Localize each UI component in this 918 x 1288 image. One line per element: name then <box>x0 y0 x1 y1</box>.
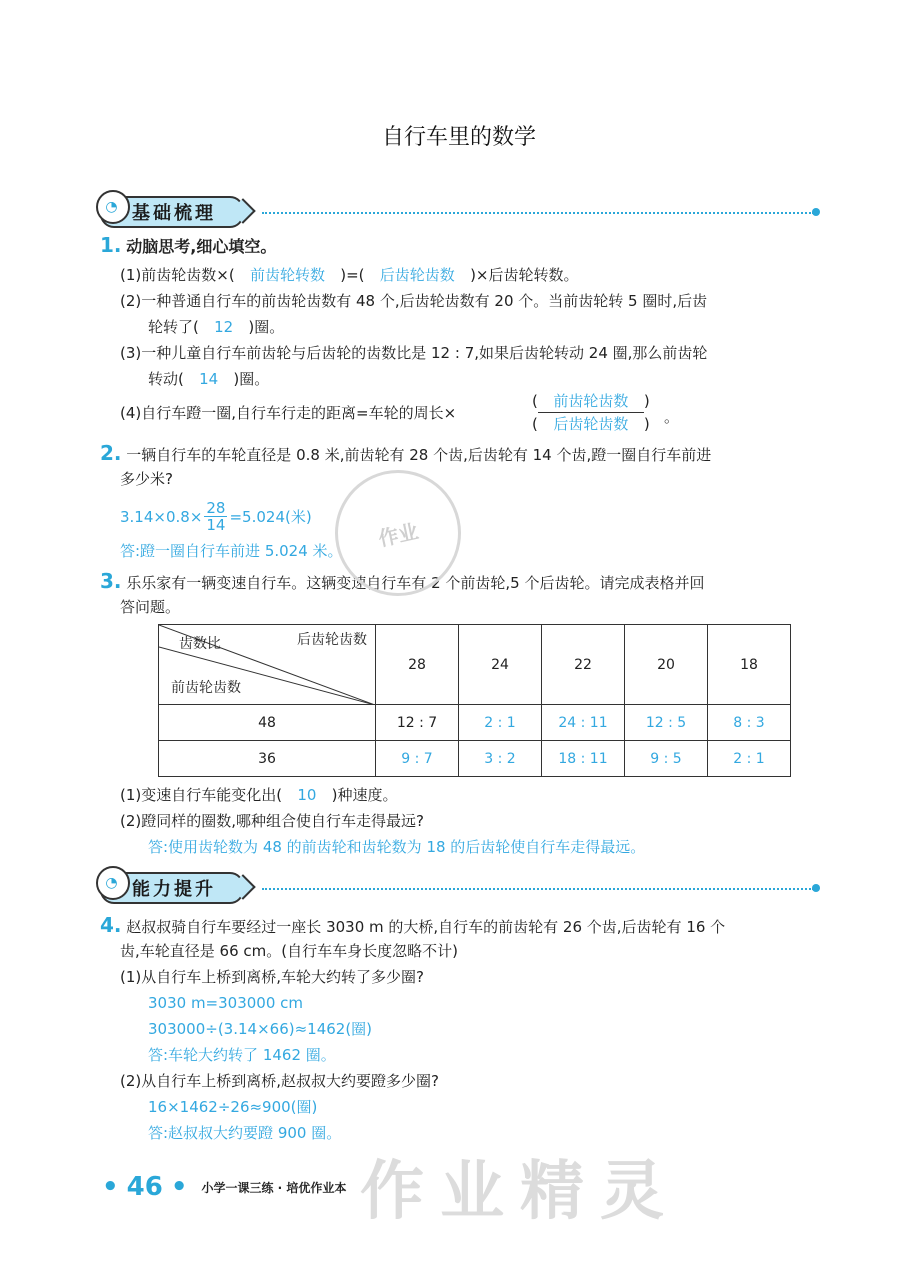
question-number: 2. <box>100 441 122 465</box>
q4-sub1-answer: 答:车轮大约转了 1462 圈。 <box>148 1046 336 1064</box>
q4-sub1: (1)从自行车上桥到离桥,车轮大约转了多少圈? <box>120 968 424 986</box>
q1-part3-cont: 转动( 14 )圈。 <box>148 366 269 392</box>
page-number-dot: • <box>170 1172 188 1202</box>
rear-gear-cell: 20 <box>625 625 708 705</box>
ratio-cell: 12 : 7 <box>376 705 459 741</box>
section-badge <box>100 196 244 228</box>
ratio-cell: 9 : 7 <box>376 741 459 777</box>
question-prompt: 动脑思考,细心填空。 <box>126 237 277 256</box>
page-number: 46 <box>126 1172 163 1202</box>
ratio-cell: 3 : 2 <box>459 741 542 777</box>
gear-ratio-table <box>158 624 791 777</box>
rear-gear-cell: 28 <box>376 625 459 705</box>
q1-part4: (4)自行车蹬一圈,自行车行走的距离=车轮的周长× <box>120 404 457 422</box>
page-title: 自行车里的数学 <box>381 125 536 150</box>
page-number-dot: • <box>102 1172 119 1202</box>
q1-part2-cont: 轮转了( 12 )圈。 <box>148 314 284 340</box>
ratio-cell: 12 : 5 <box>625 705 708 741</box>
q3-sub2-answer: 答:使用齿轮数为 48 的前齿轮和齿轮数为 18 的后齿轮使自行车走得最远。 <box>148 838 646 856</box>
q1-part1: (1)前齿轮齿数×( 前齿轮转数 )=( 后齿轮齿数 )×后齿轮转数。 <box>120 262 579 288</box>
q4-sub1-line: 3030 m=303000 cm <box>148 994 304 1012</box>
book-title: 小学一课三练 · 培优作业本 <box>201 1180 347 1195</box>
section-header-advanced <box>100 872 244 904</box>
section-divider <box>262 888 814 890</box>
section-header-basic <box>100 196 244 228</box>
ratio-cell: 24 : 11 <box>542 705 625 741</box>
question-number: 1. <box>100 233 122 257</box>
question-4: 4. 赵叔叔骑自行车要经过一座长 3030 m 的大桥,自行车的前齿轮有 26 个齿,后齿轮有 16 个 <box>100 913 726 937</box>
q3-sub1: (1)变速自行车能变化出( 10 )种速度。 <box>120 782 398 808</box>
divider-end-dot <box>812 208 820 216</box>
q4-sub1-line: 303000÷(3.14×66)≈1462(圈) <box>148 1020 373 1038</box>
front-gear-cell: 48 <box>159 705 376 741</box>
section-divider <box>262 212 814 214</box>
ratio-cell: 2 : 1 <box>708 741 791 777</box>
divider-end-dot <box>812 884 820 892</box>
rear-gear-cell: 22 <box>542 625 625 705</box>
question-1 <box>100 232 276 260</box>
fraction: $\frac{28}{14}$ <box>206 499 226 534</box>
question-number: 4. <box>100 913 122 937</box>
fraction-answer: ( 前齿轮齿数 ) ( 后齿轮齿数 ) <box>532 392 650 433</box>
ratio-cell: 18 : 11 <box>542 741 625 777</box>
q4-sub2-answer: 答:赵叔叔大约要蹬 900 圈。 <box>148 1124 342 1142</box>
front-gear-cell: 36 <box>159 741 376 777</box>
section-badge <box>100 872 244 904</box>
watermark-stamp: 作业 <box>323 458 472 607</box>
ratio-cell: 8 : 3 <box>708 705 791 741</box>
page-footer <box>102 1172 346 1202</box>
ratio-cell: 2 : 1 <box>459 705 542 741</box>
watermark: 作业精灵 <box>360 1155 680 1229</box>
answer-blank: 12 <box>214 318 234 336</box>
section-title-advanced: 能力提升 <box>132 879 216 900</box>
clock-icon: ◔ <box>96 190 130 224</box>
answer-blank: 14 <box>199 370 219 388</box>
rear-gear-cell: 18 <box>708 625 791 705</box>
q1-part2: (2)一种普通自行车的前齿轮齿数有 48 个,后齿轮齿数有 20 个。当前齿轮转 5 圈时,后齿 <box>120 292 708 310</box>
q4-sub2-line: 16×1462÷26≈900(圈) <box>148 1098 318 1116</box>
q3-sub2: (2)蹬同样的圈数,哪种组合使自行车走得最远? <box>120 812 424 830</box>
question-number: 3. <box>100 569 122 593</box>
question-3: 3. 乐乐家有一辆变速自行车。这辆变速自行车有 2 个前齿轮,5 个后齿轮。请完成表格并回 <box>100 569 705 593</box>
section-title-basic: 基础梳理 <box>132 203 216 224</box>
rear-gear-cell: 24 <box>459 625 542 705</box>
answer-blank: 10 <box>297 786 317 804</box>
question-2: 2. 一辆自行车的车轮直径是 0.8 米,前齿轮有 28 个齿,后齿轮有 14 个齿,蹬一圈自行车前进 <box>100 441 712 465</box>
table-row <box>159 705 791 741</box>
answer-blank: 后齿轮齿数 <box>379 266 455 284</box>
q4-sub2: (2)从自行车上桥到离桥,赵叔叔大约要蹬多少圈? <box>120 1072 439 1090</box>
table-header-diagonal: 齿数比 后齿轮齿数 前齿轮齿数 <box>159 625 376 705</box>
q1-part3: (3)一种儿童自行车前齿轮与后齿轮的齿数比是 12 : 7,如果后齿轮转动 24 圈,那么前齿轮 <box>120 344 708 362</box>
table-row <box>159 741 791 777</box>
q2-calculation: 3.14×0.8× $\frac{28}{14}$ =5.024(米) <box>120 499 312 534</box>
clock-icon: ◔ <box>96 866 130 900</box>
answer-blank: 前齿轮转数 <box>249 266 325 284</box>
ratio-cell: 9 : 5 <box>625 741 708 777</box>
q2-answer: 答:蹬一圈自行车前进 5.024 米。 <box>120 542 343 560</box>
